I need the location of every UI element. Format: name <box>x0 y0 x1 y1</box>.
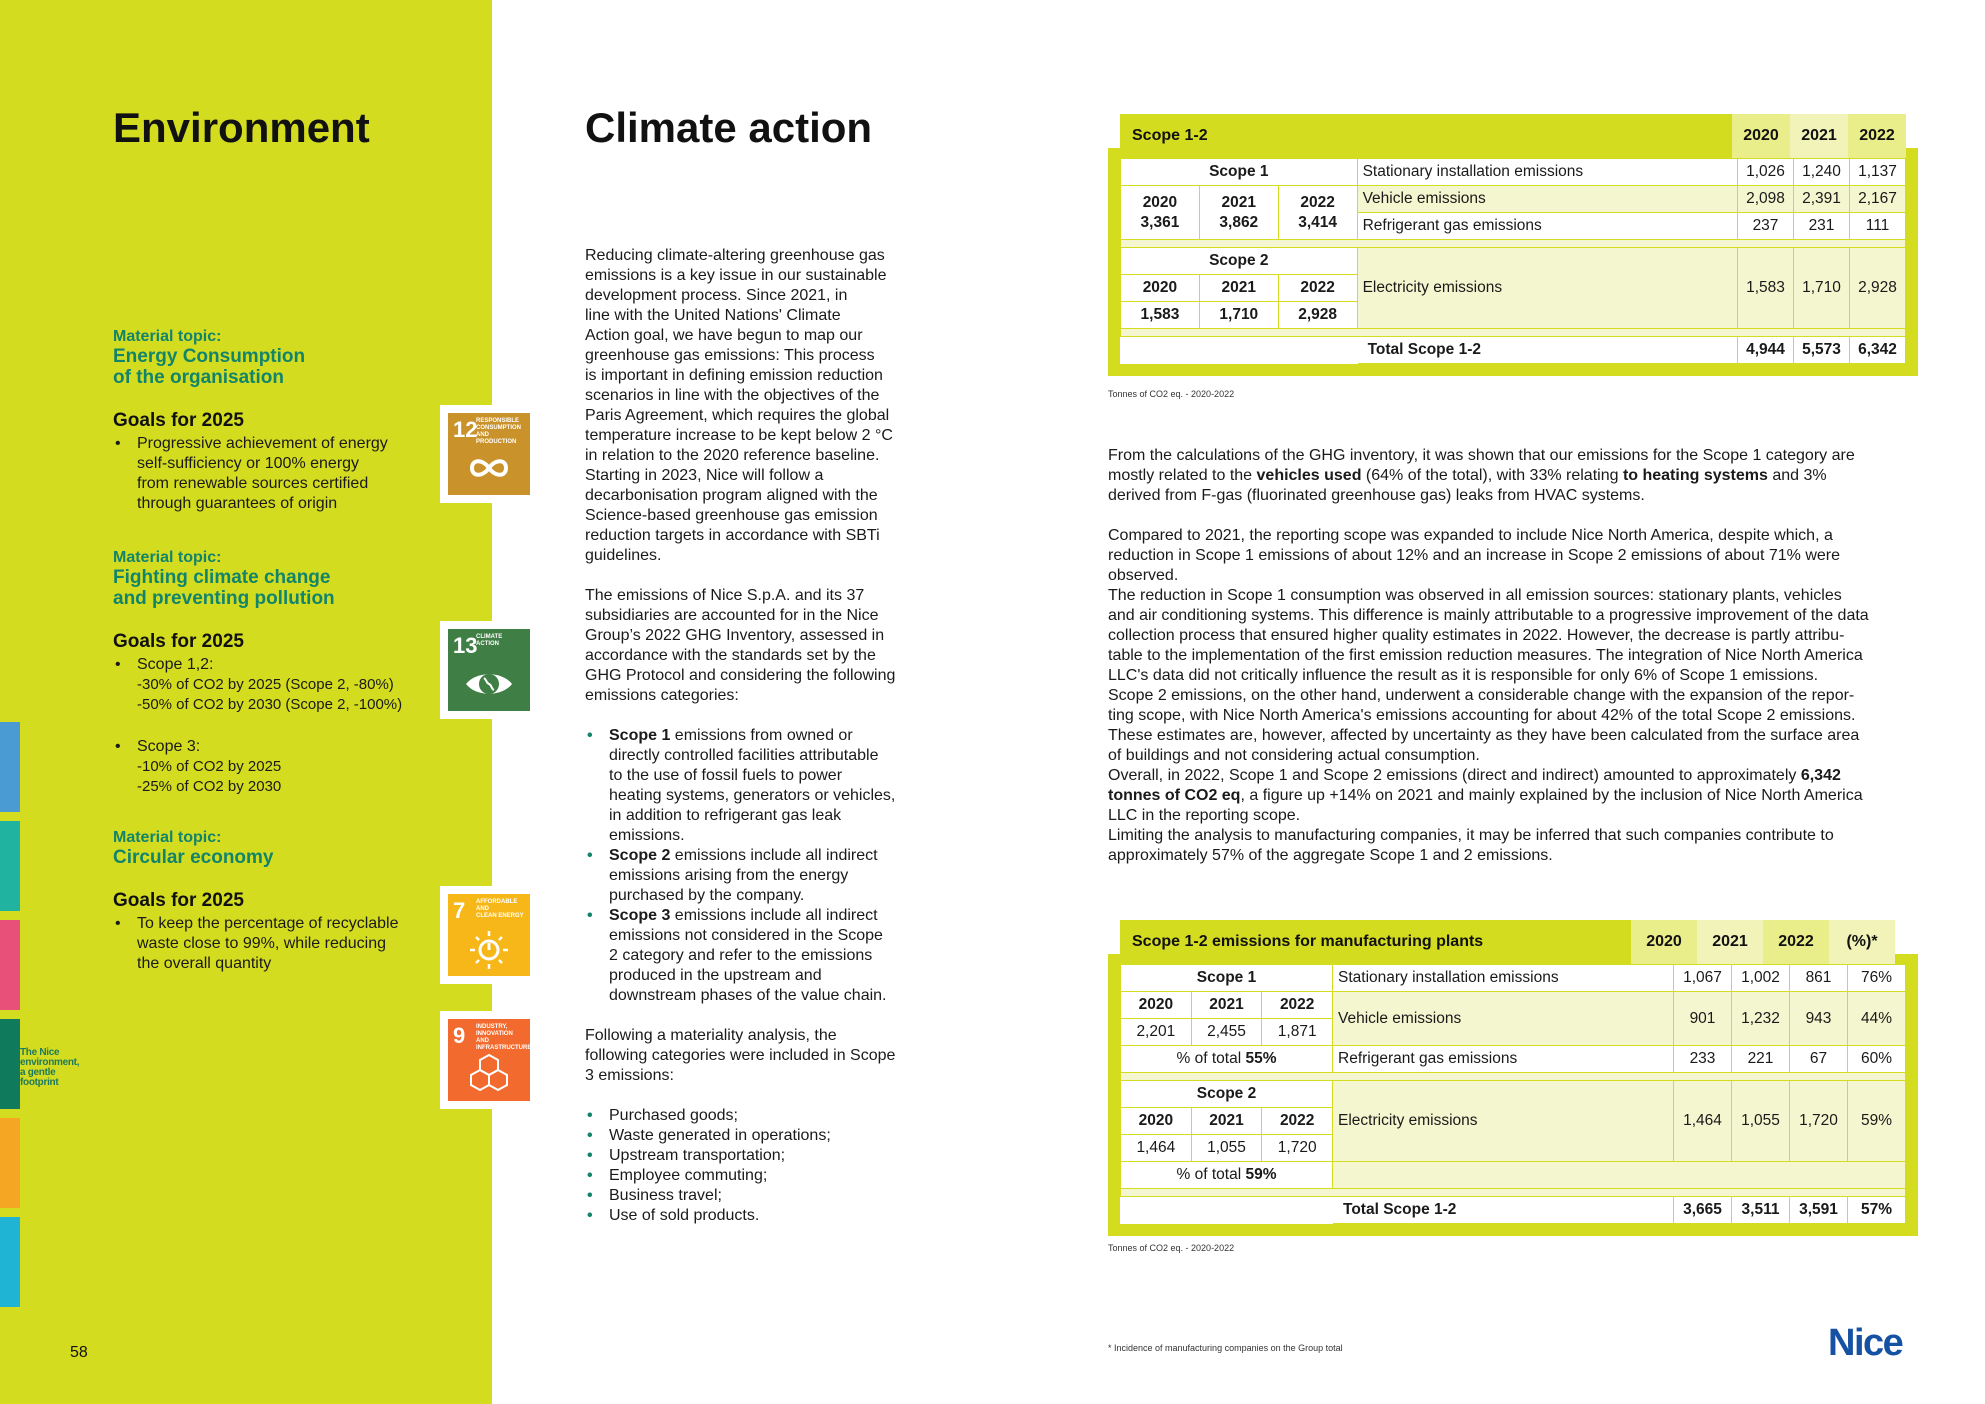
year: 2022 <box>1262 992 1333 1019</box>
scope2-header: Scope 2 <box>1121 248 1358 275</box>
nice-logo: Nice <box>1828 1322 1903 1364</box>
goal-line: -25% of CO2 by 2030 <box>137 778 282 795</box>
cell: 44% <box>1848 992 1906 1046</box>
sdg-badge-12 <box>440 405 538 503</box>
goals-list <box>113 434 443 514</box>
total: 1,583 <box>1121 302 1200 329</box>
scope3-category-list <box>585 1106 921 1226</box>
goal-line: -10% of CO2 by 2025 <box>137 758 282 775</box>
goal-scope-label: Scope 3: <box>137 738 201 755</box>
side-label-line: a gentle <box>20 1067 56 1078</box>
footnote: * Incidence of manufacturing companies on the Group total <box>1108 1343 1343 1353</box>
row-label: Vehicle emissions <box>1357 186 1737 213</box>
cell: 1,710 <box>1794 248 1850 329</box>
year: 2022 <box>1262 1108 1333 1135</box>
data-grid <box>1120 158 1906 364</box>
cell: 1,002 <box>1732 965 1790 992</box>
goals-list <box>113 914 443 974</box>
scope1-share <box>1121 1046 1333 1073</box>
year-header: 2020 <box>1732 114 1790 158</box>
side-label-line: The Nice <box>20 1047 60 1058</box>
total-label: Total Scope 1-2 <box>1333 1197 1674 1224</box>
scope2-header: Scope 2 <box>1121 1081 1333 1108</box>
total: 1,871 <box>1262 1019 1333 1046</box>
total: 1,710 <box>1199 302 1278 329</box>
cell: 60% <box>1848 1046 1906 1073</box>
scope-term: Scope 1 <box>609 727 671 744</box>
total: 2,928 <box>1278 302 1357 329</box>
pct-header: (%)* <box>1829 920 1895 964</box>
table-header <box>1120 114 1906 158</box>
material-topic-name <box>113 346 443 388</box>
year-header: 2020 <box>1631 920 1697 964</box>
data-grid <box>1120 964 1906 1224</box>
year: 2021 <box>1191 992 1262 1019</box>
cell: 1,067 <box>1674 965 1732 992</box>
spacer <box>1121 240 1906 248</box>
goals-title: Goals for 2025 <box>113 410 244 431</box>
side-label-line: footprint <box>20 1077 59 1088</box>
cell: 59% <box>1848 1081 1906 1162</box>
share-prefix: % of total <box>1176 1166 1246 1183</box>
infinity-icon <box>464 447 514 489</box>
cell: 1,137 <box>1850 159 1906 186</box>
goal-line: -30% of CO2 by 2025 (Scope 2, -80%) <box>137 676 394 693</box>
cell: 67 <box>1790 1046 1848 1073</box>
goal-line: from renewable sources certified <box>137 475 369 492</box>
row-label: Vehicle emissions <box>1333 992 1674 1046</box>
left-column <box>0 0 492 1404</box>
sdg-badge-9 <box>440 1011 538 1109</box>
scope1-year-cell <box>1199 186 1278 240</box>
scope1-paragraph <box>1108 446 1918 506</box>
row-label: Stationary installation emissions <box>1357 159 1737 186</box>
share-value: 59% <box>1245 1166 1277 1183</box>
cell: 943 <box>1790 992 1848 1046</box>
table-title: Scope 1-2 <box>1132 127 1208 144</box>
page-number: 58 <box>70 1344 88 1361</box>
analysis-text <box>1108 446 1918 866</box>
goals-list <box>113 737 443 757</box>
goal-item <box>113 914 443 974</box>
category-item: • Upstream transportation; <box>585 1146 921 1166</box>
cell: 237 <box>1738 213 1794 240</box>
sdg-text-line: AND PRODUCTION <box>476 432 517 445</box>
scope-1-2-table <box>1108 114 1918 380</box>
total: 1,055 <box>1191 1135 1262 1162</box>
section-tabs <box>0 722 20 1316</box>
year: 2020 <box>1121 275 1200 302</box>
table-title: Scope 1-2 emissions for manufacturing plants <box>1132 933 1484 950</box>
table-caption: Tonnes of CO2 eq. - 2020-2022 <box>1108 1243 1235 1253</box>
sdg-number: 9 <box>453 1023 466 1048</box>
cell: 2,391 <box>1794 186 1850 213</box>
material-topic-label: Material topic: <box>113 328 222 345</box>
year-header: 2021 <box>1697 920 1763 964</box>
bold-run: 6,342 tonnes of CO2 eq <box>1108 767 1841 804</box>
table-body <box>1108 148 1918 376</box>
category-item: • Use of sold products. <box>585 1206 921 1226</box>
cell: 2,928 <box>1850 248 1906 329</box>
spacer <box>1121 1073 1906 1081</box>
goal-line: through guarantees of origin <box>137 495 338 512</box>
total-cell: 3,511 <box>1732 1197 1790 1224</box>
total-cell: 5,573 <box>1794 337 1850 364</box>
year: 2022 <box>1278 275 1357 302</box>
total-cell: 6,342 <box>1850 337 1906 364</box>
goal-item <box>113 737 443 757</box>
cell: 1,232 <box>1732 992 1790 1046</box>
goal-line: waste close to 99%, while reducing <box>137 935 387 952</box>
row-label: Stationary installation emissions <box>1333 965 1674 992</box>
total-cell: 3,591 <box>1790 1197 1848 1224</box>
cell: 1,026 <box>1738 159 1794 186</box>
share-prefix: % of total <box>1176 1050 1246 1067</box>
cubes-icon <box>464 1053 514 1095</box>
text-run: and 3% derived from F-gas (fluorinated greenhouse gas) leaks from HVAC systems. <box>1108 467 1827 504</box>
category-item: • Waste generated in operations; <box>585 1126 921 1146</box>
year-header: 2021 <box>1790 114 1848 158</box>
section-tab[interactable] <box>0 1217 20 1307</box>
category-item: • Purchased goods; <box>585 1106 921 1126</box>
scope-term: Scope 3 <box>609 907 671 924</box>
sdg-text-line: CONSUMPTION <box>476 425 521 431</box>
text-run: Compared to 2021, the reporting scope was expanded to include Nice North America, despite which, a reduction in Scope 1 emissions of about 12% and an increase in Scope 2 emissions of about 71% were observed. The reduction in Scope 1 consumption was observed in all emission sources: stationary plants, vehicles and air conditioning systems. This difference is mainly attributable to a progressive improvement of the data collection process that ensured higher quality estimates in 2022. However, the decrease is partly attribu- table to the implementation of the first emission reduction measures. The integration of Nice North America LLC's data did not critically influence the result as it is responsible for only 6% of Scope 1 emissions. Scope 2 emissions, on the other hand, underwent a considerable change with the expansion of the repor- ting scope, with Nice North America's emissions accounting for about 42% of the total Scope 2 emissions. These estimates are, however, affected by uncertainty as they have been calculated from the surface area of buildings and not considering actual consumption. Overall, in 2022, Scope 1 and Scope 2 emissions (direct and indirect) amounted to approximately <box>1108 527 1869 784</box>
cell: 901 <box>1674 992 1732 1046</box>
year: 2020 <box>1121 1108 1192 1135</box>
material-topic-label: Material topic: <box>113 829 222 846</box>
scope-desc: emissions from owned or directly controlled facilities attributable to the use of fossil fuels to power heating systems, generators or vehicles, in addition to refrigerant gas leak emissions. <box>609 727 896 844</box>
section-tab-active[interactable] <box>0 1019 20 1109</box>
sdg-text-line: CLIMATE <box>476 634 503 640</box>
row-label: Electricity emissions <box>1333 1081 1674 1162</box>
goals-title: Goals for 2025 <box>113 890 244 911</box>
cell: 221 <box>1732 1046 1790 1073</box>
scope1-year-cell <box>1121 186 1200 240</box>
bold-run: to heating systems <box>1622 467 1768 484</box>
spacer <box>1121 1189 1906 1197</box>
cell: 1,583 <box>1738 248 1794 329</box>
cell: 1,464 <box>1674 1081 1732 1162</box>
material-topic-name <box>113 567 443 609</box>
sdg-text <box>476 634 528 648</box>
goal-line: self-sufficiency or 100% energy <box>137 455 360 472</box>
sun-power-icon <box>464 928 514 970</box>
total: 3,862 <box>1219 213 1259 231</box>
section-title: Environment <box>113 104 370 151</box>
text-run: From the calculations of the GHG inventory, it was shown that our emissions for the Scope 1 category are mostly related to the <box>1108 447 1855 484</box>
year-header: 2022 <box>1848 114 1906 158</box>
spacer <box>1121 329 1906 337</box>
spacer <box>1333 1162 1906 1189</box>
share-value: 55% <box>1245 1050 1277 1067</box>
goal-line: -50% of CO2 by 2030 (Scope 2, -100%) <box>137 696 403 713</box>
sdg-text <box>476 418 528 446</box>
goal-item <box>113 434 443 514</box>
side-label-line: environment, <box>20 1057 80 1068</box>
sdg-text-line: CLEAN ENERGY <box>476 913 524 919</box>
cell: 1,720 <box>1790 1081 1848 1162</box>
section-tab[interactable] <box>0 722 20 812</box>
scope-term: Scope 2 <box>609 847 671 864</box>
scope-item <box>585 726 921 846</box>
scope2-share <box>1121 1162 1333 1189</box>
topic-name-line: Circular economy <box>113 847 274 868</box>
year: 2021 <box>1199 275 1278 302</box>
scope-desc: emissions include all indirect emissions arising from the energy purchased by the company. <box>609 847 878 904</box>
bold-run: vehicles used <box>1256 467 1362 484</box>
cell: 231 <box>1794 213 1850 240</box>
year: 2020 <box>1142 193 1178 211</box>
total-cell: 3,665 <box>1674 1197 1732 1224</box>
total: 2,201 <box>1121 1019 1192 1046</box>
scope-desc: emissions include all indirect emissions not considered in the Scope 2 category and refer to the emissions produced in the upstream and downstream phases of the value chain. <box>609 907 887 1004</box>
scope1-header: Scope 1 <box>1121 965 1333 992</box>
text-run: , a figure up +14% on 2021 and mainly explained by the inclusion of Nice North America LLC in the reporting scope. Limiting the analysis to manufacturing companies, it may be inferred that such companies contribute to approximately 57% of the aggregate Scope 1 and 2 emissions. <box>1108 787 1863 864</box>
text-run: (64% of the total), with 33% relating <box>1361 467 1623 484</box>
scope-item <box>585 846 921 906</box>
scope1-year-cell <box>1278 186 1357 240</box>
eye-globe-icon <box>464 663 514 705</box>
goal-scope-label: Scope 1,2: <box>137 656 214 673</box>
page-title: Climate action <box>585 104 873 151</box>
cell: 861 <box>1790 965 1848 992</box>
material-topic-climate <box>113 548 443 797</box>
topic-name-line: Fighting climate change <box>113 567 331 588</box>
total-cell: 4,944 <box>1738 337 1794 364</box>
material-topic-name <box>113 847 443 868</box>
material-topic-energy <box>113 327 443 514</box>
sdg-number: 12 <box>453 417 478 442</box>
sdg-badge-7 <box>440 886 538 984</box>
comparison-paragraph <box>1108 526 1918 866</box>
goals-list <box>113 655 443 675</box>
material-topic-circular <box>113 828 443 974</box>
year: 2021 <box>1191 1108 1262 1135</box>
cell: 76% <box>1848 965 1906 992</box>
sdg-text-line: AFFORDABLE AND <box>476 899 518 912</box>
cell: 111 <box>1850 213 1906 240</box>
section-tab[interactable] <box>0 821 20 911</box>
year: 2021 <box>1221 193 1257 211</box>
cell: 233 <box>1674 1046 1732 1073</box>
goal-line: the overall quantity <box>137 955 272 972</box>
table-caption: Tonnes of CO2 eq. - 2020-2022 <box>1108 389 1235 399</box>
materiality-paragraph: Following a materiality analysis, the following categories were included in Scope 3 emissions: <box>585 1027 896 1084</box>
year-header: 2022 <box>1763 920 1829 964</box>
row-label: Refrigerant gas emissions <box>1357 213 1737 240</box>
category-item: • Business travel; <box>585 1186 921 1206</box>
sdg-text-line: AND INFRASTRUCTURE <box>476 1038 532 1051</box>
sdg-number: 13 <box>453 633 478 658</box>
manufacturing-plants-table <box>1108 920 1918 1238</box>
scope-list <box>585 726 921 1006</box>
total: 3,361 <box>1140 213 1180 231</box>
sdg-text <box>476 899 528 920</box>
cell: 1,055 <box>1732 1081 1790 1162</box>
total-label: Total Scope 1-2 <box>1357 337 1737 364</box>
total: 2,455 <box>1191 1019 1262 1046</box>
emissions-paragraph: The emissions of Nice S.p.A. and its 37 subsidiaries are accounted for in the Nice Group’s 2022 GHG Inventory, assessed in accordance with the standards set by the GHG Protocol and considering the following emissions categories: <box>585 587 896 704</box>
topic-name-line: Energy Consumption <box>113 346 306 367</box>
section-tab[interactable] <box>0 1118 20 1208</box>
table-body <box>1108 954 1918 1236</box>
year: 2020 <box>1121 992 1192 1019</box>
intro-paragraph: Reducing climate-altering greenhouse gas emissions is a key issue in our sustainable development process. Since 2021, in line with the United Nations' Climate Action goal, we have begun to map our greenhouse gas emissions: This process is important in defining emission reduction scenarios in line with the objectives of the Paris Agreement, which requires the global temperature increase to be kept below 2 °C in relation to the 2020 reference baseline. Starting in 2023, Nice will follow a decarbonisation program aligned with the Science-based greenhouse gas emission reduction targets in accordance with SBTi guidelines. <box>585 247 893 564</box>
scope1-header: Scope 1 <box>1121 159 1358 186</box>
sdg-badge-13 <box>440 621 538 719</box>
category-item: • Employee commuting; <box>585 1166 921 1186</box>
row-label: Electricity emissions <box>1357 248 1737 329</box>
year: 2022 <box>1300 193 1335 211</box>
topic-name-line: and preventing pollution <box>113 588 335 609</box>
total: 1,720 <box>1262 1135 1333 1162</box>
cell: 2,098 <box>1738 186 1794 213</box>
goals-title: Goals for 2025 <box>113 631 244 652</box>
topic-name-line: of the organisation <box>113 367 284 388</box>
climate-action-body <box>585 246 921 1246</box>
sdg-text-line: ACTION <box>476 641 499 647</box>
cell: 1,240 <box>1794 159 1850 186</box>
total: 1,464 <box>1121 1135 1192 1162</box>
side-section-label <box>20 1048 79 1088</box>
sdg-number: 7 <box>453 898 466 923</box>
cell: 2,167 <box>1850 186 1906 213</box>
table-header <box>1120 920 1895 964</box>
scope-item <box>585 906 921 1006</box>
total-cell: 57% <box>1848 1197 1906 1224</box>
goal-line: • To keep the percentage of recyclable <box>137 915 399 932</box>
sdg-text-line: INDUSTRY, INNOVATION <box>476 1024 513 1037</box>
sdg-text-line: RESPONSIBLE <box>476 418 520 424</box>
section-tab[interactable] <box>0 920 20 1010</box>
material-topic-label: Material topic: <box>113 549 222 566</box>
row-label: Refrigerant gas emissions <box>1333 1046 1674 1073</box>
sdg-text <box>476 1024 532 1052</box>
goal-item <box>113 655 443 675</box>
total: 3,414 <box>1298 213 1338 231</box>
goal-line: • Progressive achievement of energy <box>137 435 388 452</box>
